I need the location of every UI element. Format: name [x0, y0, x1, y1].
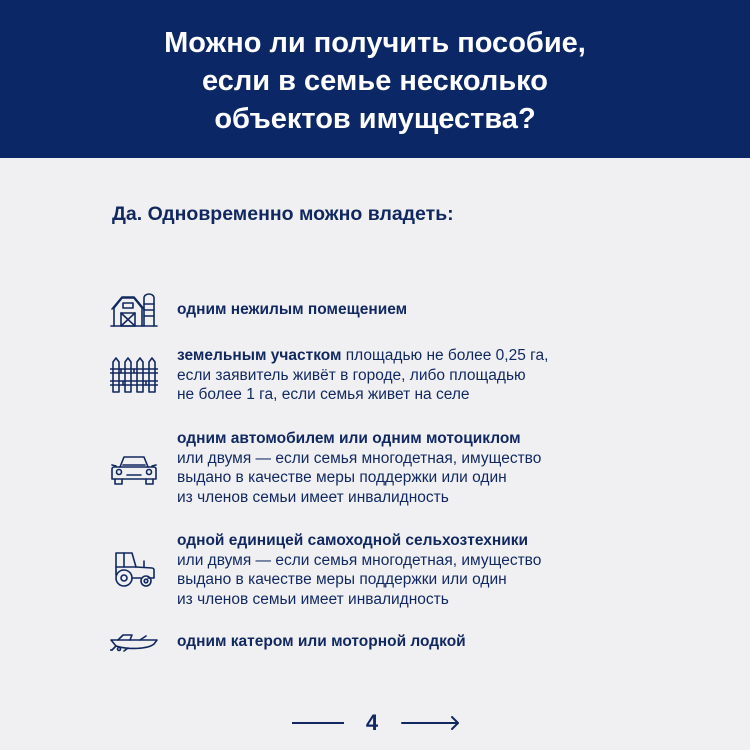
car-icon: [110, 449, 158, 489]
item-line: из членов семьи имеет инвалидность: [177, 488, 449, 506]
boat-icon: [110, 624, 158, 664]
item-line: если заявитель живёт в городе, либо площадью: [177, 366, 526, 384]
item-bold-text: одной единицей самоходной сельхозтехники: [177, 532, 529, 549]
page-title: Можно ли получить пособие, если в семье несколько объектов имущества?: [164, 27, 586, 135]
item-line: или двумя — если семья многодетная, имущество: [177, 449, 542, 467]
item-bold-text: одним автомобилем или одним мотоциклом: [177, 430, 521, 447]
section-subtitle: Да. Одновременно можно владеть:: [112, 203, 454, 225]
item-text: [177, 429, 647, 507]
item-line: из членов семьи имеет инвалидность: [177, 590, 449, 608]
item-line: выдано в качестве меры поддержки или один: [177, 469, 507, 486]
item-text: [177, 300, 647, 320]
item-bold-text: земельным участком: [177, 347, 342, 364]
item-bold-text: одним нежилым помещением: [177, 301, 408, 318]
barn-icon: [110, 290, 158, 330]
page-number: 4: [365, 710, 379, 735]
pagination-divider: [292, 722, 344, 724]
header-banner: [0, 0, 750, 158]
item-line: или двумя — если семья многодетная, имущество: [177, 551, 542, 569]
item-text: [177, 346, 647, 405]
fence-icon: [110, 354, 158, 394]
item-regular-text: площадью не более 0,25 га,: [341, 347, 549, 364]
tractor-icon: [110, 549, 158, 589]
item-text: [177, 632, 647, 652]
arrow-right-icon[interactable]: [400, 715, 462, 731]
item-bold-text: одним катером или моторной лодкой: [177, 633, 466, 650]
pagination: [0, 705, 750, 741]
item-text: [177, 531, 647, 609]
item-line: не более 1 га, если семья живет на селе: [177, 386, 470, 403]
item-line: выдано в качестве меры поддержки или один: [177, 571, 507, 588]
